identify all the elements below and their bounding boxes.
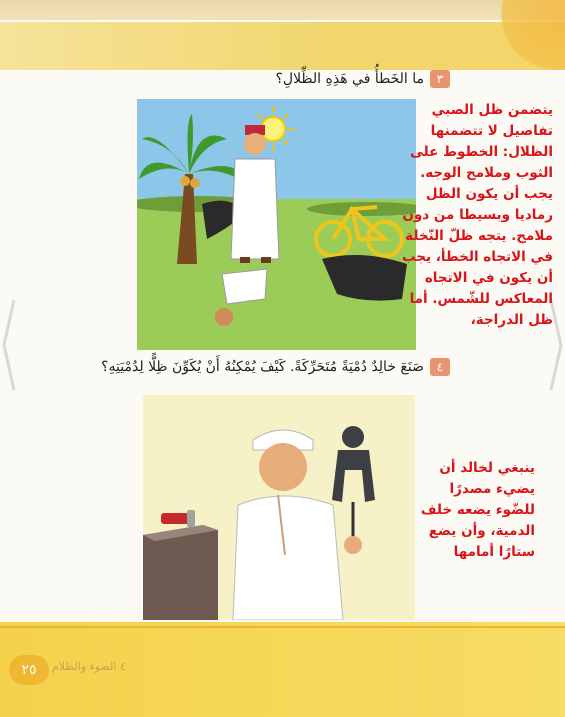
question-3 xyxy=(150,70,450,88)
answer-4-line: يضيء مصدرًا xyxy=(449,481,535,497)
question-3-number: ٣ xyxy=(430,70,450,88)
shadows-scene-illustration xyxy=(137,99,416,350)
answer-3-line: ملامح. يتجه ظلّ النّخلة xyxy=(405,228,553,244)
question-4 xyxy=(30,358,450,376)
previous-page-icon[interactable] xyxy=(0,290,18,400)
browser-top-strip xyxy=(0,0,565,22)
puppet-boy-illustration xyxy=(143,395,415,620)
answer-4-line: ستارًا أمامها xyxy=(453,544,535,560)
answer-3-line: المعاكس للشّمس. أما xyxy=(409,291,553,307)
answer-4-line: ينبغي لخالد أن xyxy=(439,460,535,476)
answer-3-line: الظلال: الخطوط على xyxy=(409,144,553,160)
footer-divider xyxy=(0,626,565,628)
page-number-badge: ٢٥ xyxy=(9,655,49,685)
answer-3-line: يتضمن ظل الصبي xyxy=(431,102,553,118)
answer-4-line: الدمية، وأن يضع xyxy=(428,523,535,539)
question-4-text: صَنَعَ خالِدٌ دُمْيَةً مُتَحَرِّكَةً. كَيْفَ يُمْكِنُهُ أَنْ يُكَوِّنَ ظِلًّا لِدُمْيَتِهِ؟ xyxy=(101,359,424,375)
answer-3-line: رماديا وبسيطا من دون xyxy=(402,207,553,223)
answer-4-line: للضّوء يضعه خلف xyxy=(420,502,535,518)
chapter-title: ٤ الضوء والظلام xyxy=(52,660,126,673)
answer-3-line: أن يكون في الاتجاه xyxy=(424,270,553,286)
sun-corner-decoration xyxy=(485,0,565,70)
answer-3-line: يجب أن يكون الظل xyxy=(425,186,553,202)
answer-3-line: في الاتجاه الخطأ، يجب xyxy=(402,249,553,265)
question-3-text: ما الخَطأُ في هَذِهِ الظِّلالِ؟ xyxy=(275,71,424,87)
answer-3-line: ظل الدراجة، xyxy=(470,312,553,328)
answer-3-line: الثوب وملامح الوجه. xyxy=(420,165,553,181)
answer-3-line: تفاصيل لا تتضمنها xyxy=(430,123,553,139)
answer-3-block xyxy=(393,100,553,331)
question-4-number: ٤ xyxy=(430,358,450,376)
header-band xyxy=(0,22,565,70)
answer-4-block xyxy=(390,458,535,563)
